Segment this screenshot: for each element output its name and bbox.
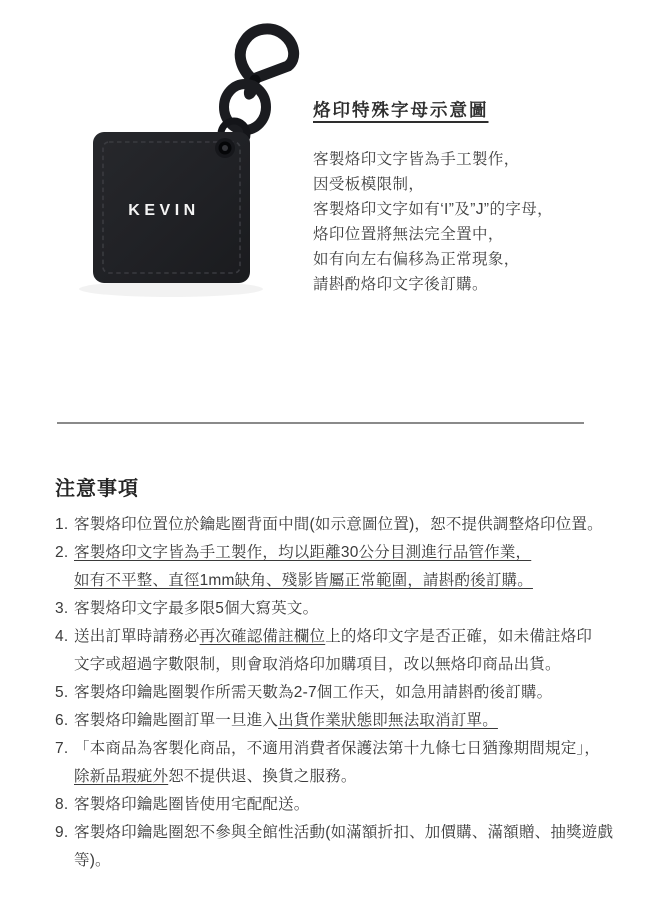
note-text: 送出訂單時請務必再次確認備註欄位上的烙印文字是否正確，如未備註烙印 文字或超過字數限制，則會取消烙印加購項目，改以無烙印商品出貨。 <box>74 628 593 673</box>
notes-title: 注意事項 <box>55 478 139 500</box>
note-item <box>55 595 640 623</box>
demo-paragraph <box>313 147 613 297</box>
demo-line: 客製烙印文字皆為手工製作， <box>313 151 520 168</box>
note-number: 2. <box>55 544 69 561</box>
notes-list <box>55 511 640 875</box>
note-item <box>55 511 640 539</box>
note-number: 8. <box>55 796 69 813</box>
demo-line: 烙印位置將無法完全置中， <box>313 226 504 243</box>
demo-line: 如有向左右偏移為正常現象， <box>313 251 520 268</box>
note-text: 「本商品為客製化商品，不適用消費者保護法第十九條七日猶豫期間規定」， 除新品瑕疵外恕不提供退、換貨之服務。 <box>74 740 601 785</box>
product-photo <box>58 18 320 310</box>
notes-section <box>55 477 640 875</box>
demo-line: 因受板模限制， <box>313 176 425 193</box>
note-text: 客製烙印位置位於鑰匙圈背面中間(如示意圖位置)，恕不提供調整烙印位置。 <box>74 516 603 533</box>
note-number: 1. <box>55 516 69 533</box>
grommet-icon <box>215 138 235 158</box>
note-item <box>55 679 640 707</box>
note-number: 9. <box>55 824 69 841</box>
note-text: 客製烙印鑰匙圈皆使用宅配配送。 <box>74 796 310 813</box>
demo-section <box>313 99 613 297</box>
keychain-illustration <box>58 18 320 310</box>
tag-shadow <box>79 281 263 297</box>
engraved-text: KEVIN <box>128 202 200 219</box>
note-number: 4. <box>55 628 69 645</box>
snap-hook-icon <box>240 29 293 102</box>
note-text: 客製烙印鑰匙圈製作所需天數為2-7個工作天，如急用請斟酌後訂購。 <box>74 684 553 701</box>
note-number: 7. <box>55 740 69 757</box>
demo-line: 客製烙印文字如有‘I”及”J”的字母， <box>313 201 554 218</box>
note-item <box>55 539 640 595</box>
note-item <box>55 819 640 875</box>
note-number: 5. <box>55 684 69 701</box>
note-text: 客製烙印鑰匙圈訂單一旦進入出貨作業狀態即無法取消訂單。 <box>74 712 498 729</box>
note-text: 客製烙印文字最多限5個大寫英文。 <box>74 600 319 617</box>
section-divider <box>57 422 584 424</box>
demo-line: 請斟酌烙印文字後訂購。 <box>313 276 488 293</box>
note-item <box>55 707 640 735</box>
note-text: 客製烙印文字皆為手工製作，均以距離30公分目測進行品管作業， 如有不平整、直徑1mm缺角、殘影皆屬正常範圍，請斟酌後訂購。 <box>74 544 533 589</box>
demo-title: 烙印特殊字母示意圖 <box>313 100 489 120</box>
note-item <box>55 791 640 819</box>
note-number: 6. <box>55 712 69 729</box>
leather-tag <box>93 132 250 283</box>
note-number: 3. <box>55 600 69 617</box>
note-text: 客製烙印鑰匙圈恕不參與全館性活動(如滿額折扣、加價購、滿額贈、抽獎遊戲等)。 <box>74 824 614 869</box>
note-item <box>55 735 640 791</box>
note-item <box>55 623 640 679</box>
